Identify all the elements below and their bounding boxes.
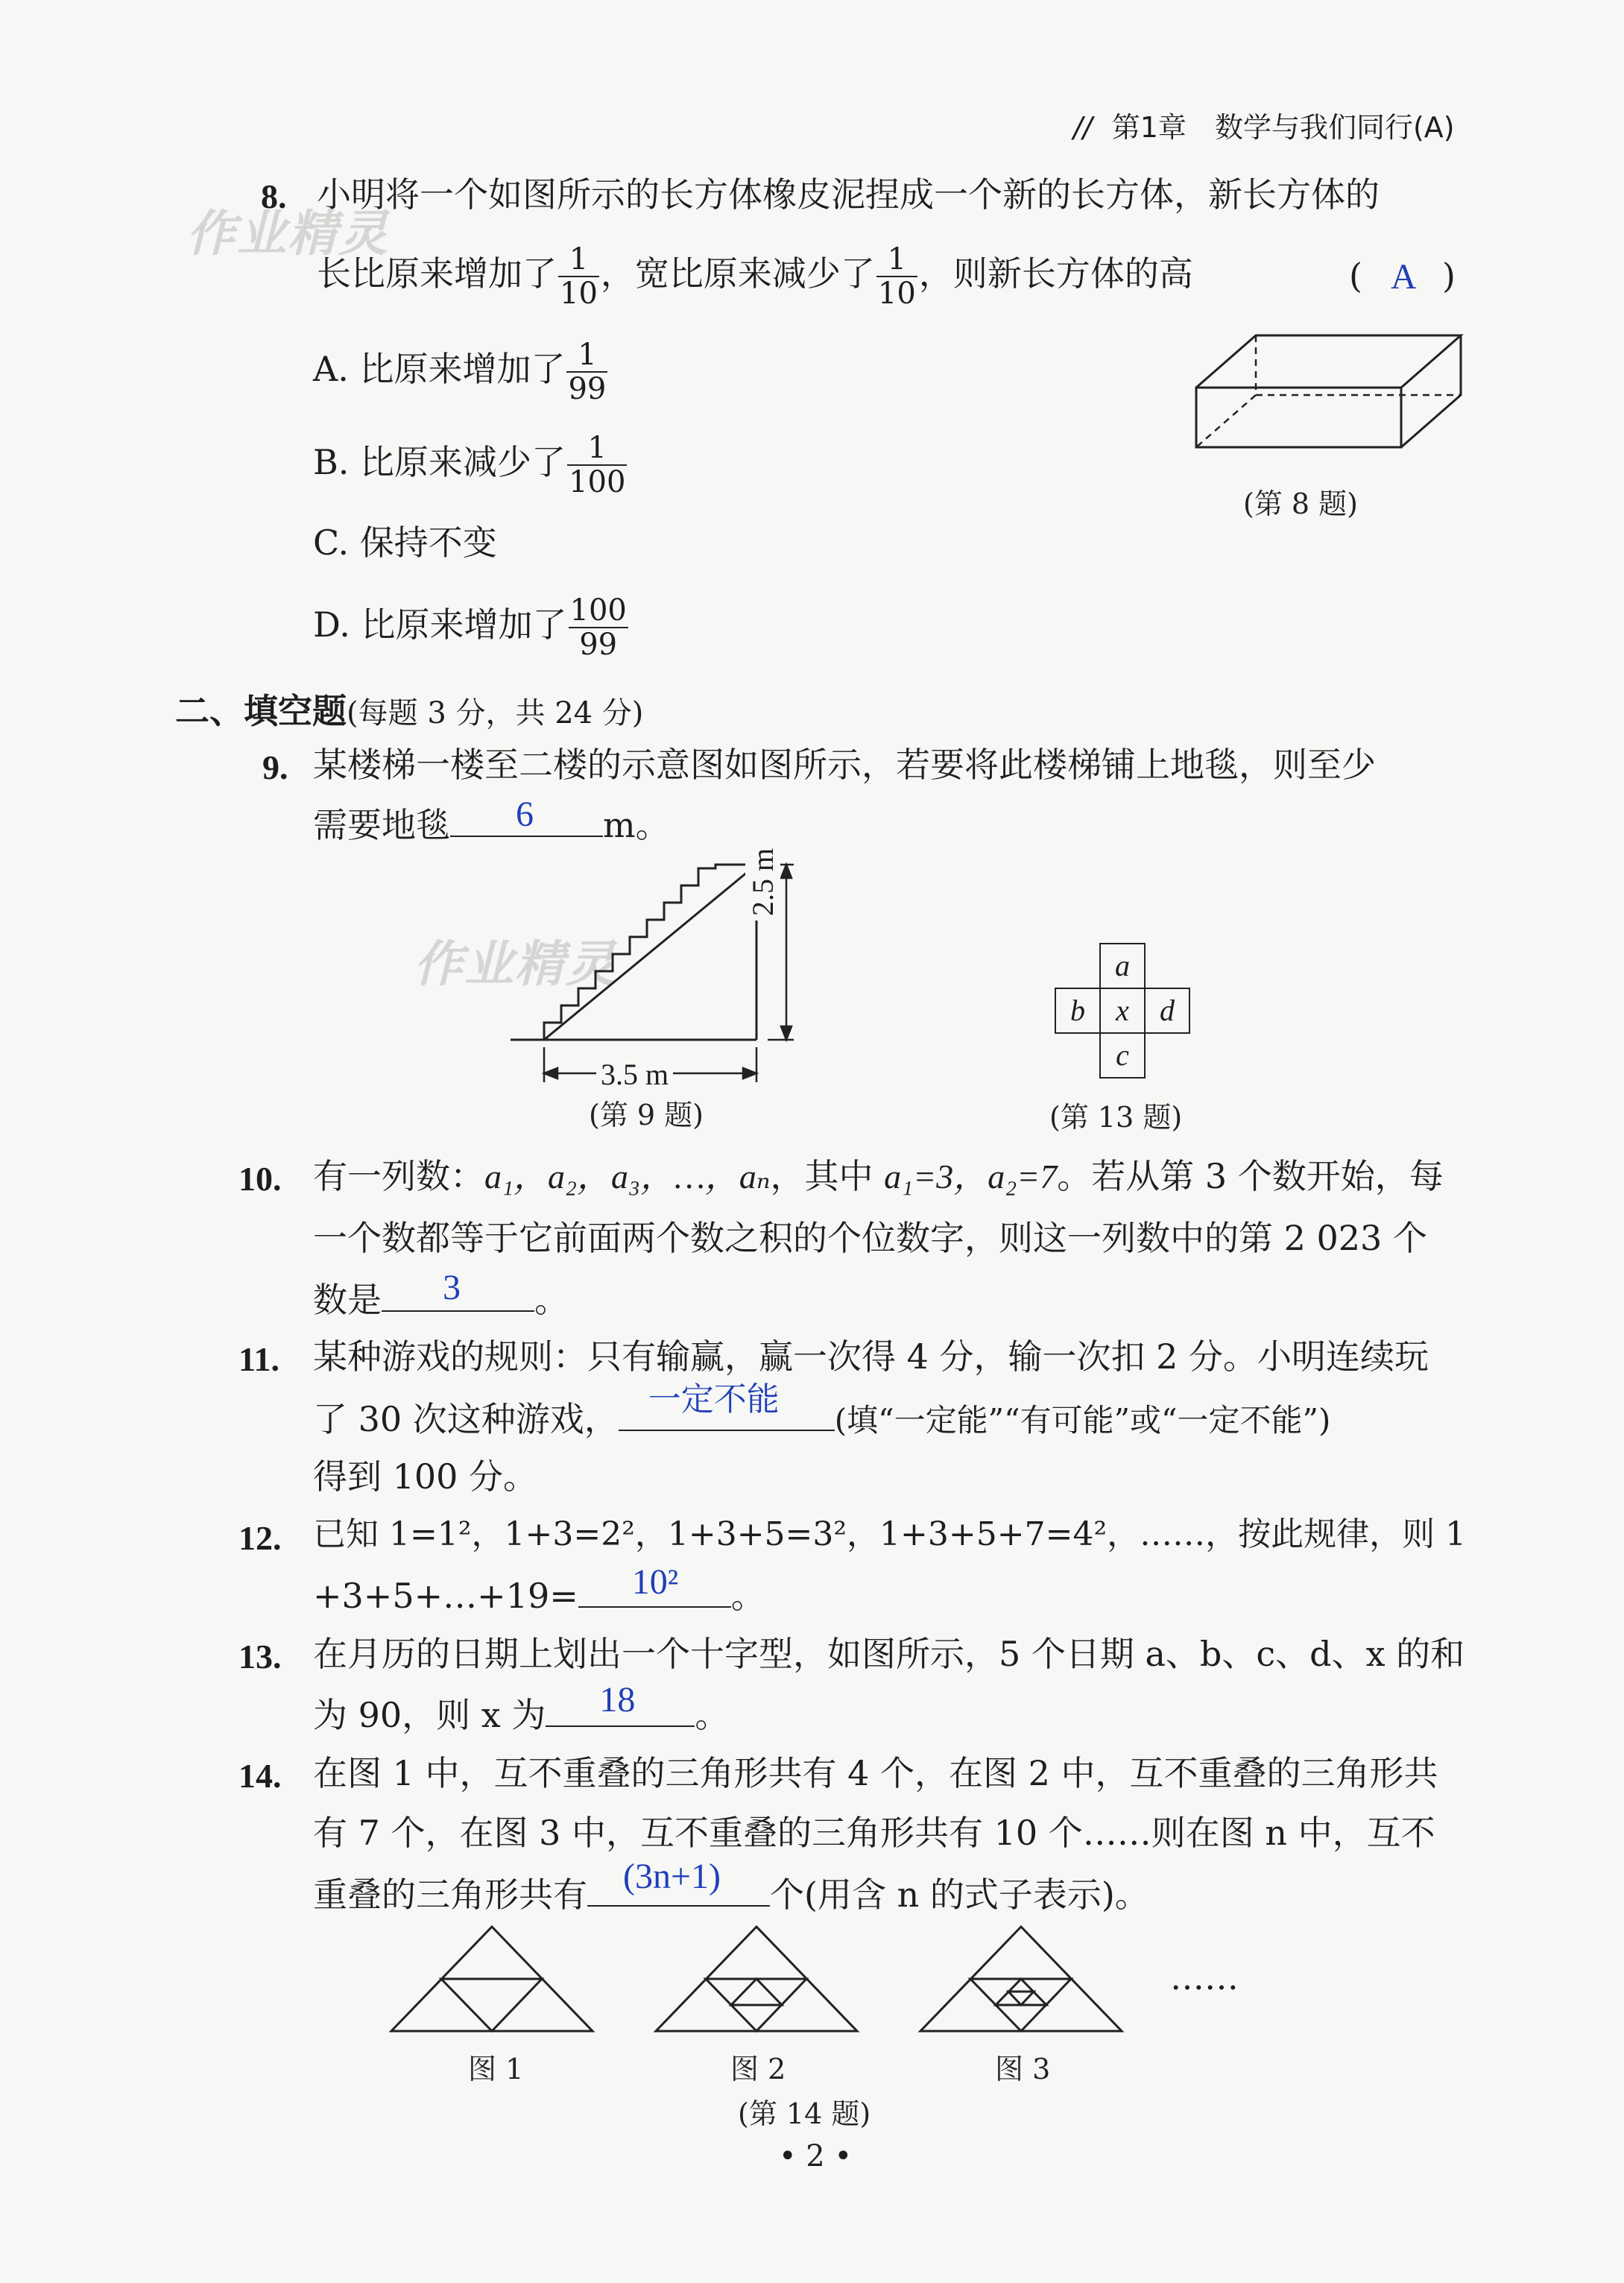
answer: 一定不能: [648, 1380, 780, 1418]
question-text: 某楼梯一楼至二楼的示意图如图所示，若要将此楼梯铺上地毯，则至少: [313, 745, 1376, 785]
question-number: 14.: [238, 1757, 282, 1795]
option-c: C. 保持不变: [313, 522, 497, 563]
height-label: 2.5 m: [745, 844, 780, 921]
question-number: 10.: [238, 1160, 282, 1198]
answer-blank: [587, 1857, 770, 1907]
figure-label: 图 3: [995, 2053, 1051, 2085]
question-text: 需要地毯 6 m。: [313, 795, 670, 845]
triangle-figure-2: [648, 1919, 865, 2039]
figure-caption: (第 9 题): [589, 1099, 704, 1131]
running-header: [1073, 104, 1455, 145]
figure-caption: (第 13 题): [1049, 1101, 1183, 1134]
answer-blank: [546, 1680, 695, 1727]
calendar-cross-figure: [1055, 943, 1189, 1077]
question-text-part: 长比原来增加了: [317, 253, 557, 294]
cuboid-figure: [1185, 320, 1476, 462]
question-text: 数是 3 。: [313, 1268, 569, 1320]
question-number: 9.: [262, 748, 288, 786]
question-text: [317, 240, 1193, 309]
option-d: D. 比原来增加了 $\frac{100}{99}$: [313, 593, 627, 662]
watermark: 作业精灵: [414, 935, 616, 993]
question-number: 11.: [238, 1340, 279, 1378]
question-text-part: ，则新长方体的高: [918, 253, 1193, 294]
option-b: B. 比原来减少了 $\frac{1}{100}$: [313, 431, 626, 499]
header-mark: //: [1073, 111, 1093, 144]
option-a: A. 比原来增加了 $\frac{1}{99}$: [313, 338, 607, 406]
question-text: +3+5+…+19= 10² 。: [313, 1562, 765, 1616]
question-text: 已知 1=1²，1+3=2²，1+3+5=3²，1+3+5+7=4²，……，按此规律，则 1: [313, 1515, 1467, 1553]
section-title: 二、填空题(每题 3 分，共 24 分): [175, 691, 644, 731]
question-text: 一个数都等于它前面两个数之积的个位数字，则这一列数中的第 2 023 个: [313, 1218, 1427, 1258]
width-label: 3.5 m: [596, 1057, 673, 1092]
figure-label: 图 2: [730, 2053, 786, 2085]
header-chapter: 第1章: [1111, 111, 1187, 144]
header-title: 数学与我们同行(A): [1214, 111, 1455, 144]
question-number: 8.: [261, 177, 287, 215]
figure-caption: (第 14 题): [738, 2097, 871, 2130]
question-text: 在图 1 中，互不重叠的三角形共有 4 个，在图 2 中，互不重叠的三角形共: [313, 1753, 1438, 1793]
question-number: 13.: [238, 1638, 282, 1676]
figure-label: 图 1: [468, 2053, 524, 2085]
question-text-part: ，宽比原来减少了: [600, 253, 875, 294]
answer-paren-close: ): [1442, 256, 1456, 296]
fraction: $\frac{1}{10}$: [877, 242, 916, 311]
answer: (3n+1): [623, 1857, 721, 1896]
answer-blank: [578, 1562, 731, 1608]
question-text: 得到 100 分。: [313, 1456, 538, 1497]
answer: 3: [443, 1268, 461, 1307]
question-number: 12.: [238, 1519, 282, 1557]
cell-b: b: [1055, 988, 1101, 1034]
question-text: 重叠的三角形共有 (3n+1) 个(用含 n 的式子表示)。: [313, 1857, 1149, 1915]
question-text: 有一列数：a₁，a₂，a₃，…，aₙ，其中 a₁=3，a₂=7。若从第 3 个数开始，每: [313, 1156, 1444, 1196]
answer: 10²: [631, 1562, 679, 1602]
question-text: 在月历的日期上划出一个十字型，如图所示，5 个日期 a、b、c、d、x 的和: [313, 1634, 1465, 1674]
watermark: 作业精灵: [186, 205, 389, 262]
triangle-figure-1: [384, 1919, 600, 2039]
fraction: $\frac{1}{10}$: [560, 242, 598, 311]
fraction: $\frac{100}{99}$: [569, 593, 627, 662]
ellipsis: ……: [1170, 1957, 1239, 1998]
answer: 18: [599, 1680, 636, 1720]
page-number: • 2 •: [779, 2139, 853, 2173]
question-text: 某种游戏的规则：只有输赢，赢一次得 4 分，输一次扣 2 分。小明连续玩: [313, 1336, 1429, 1377]
cell-d: d: [1144, 988, 1190, 1034]
answer-blank: [450, 795, 603, 837]
answer: A: [1391, 257, 1417, 297]
question-text: 小明将一个如图所示的长方体橡皮泥捏成一个新的长方体，新长方体的: [317, 174, 1380, 215]
answer-paren-open: (: [1349, 256, 1362, 296]
answer-blank: [619, 1380, 835, 1431]
triangle-figure-3: [913, 1919, 1129, 2039]
fraction: $\frac{1}{100}$: [569, 431, 626, 499]
cell-x: x: [1099, 988, 1146, 1034]
question-text: 了 30 次这种游戏， 一定不能 (填“一定能”“有可能”或“一定不能”): [313, 1380, 1331, 1439]
fraction: $\frac{1}{99}$: [568, 338, 607, 406]
answer: 6: [516, 795, 534, 834]
question-text: 有 7 个，在图 3 中，互不重叠的三角形共有 10 个……则在图 n 中，互不: [313, 1813, 1435, 1853]
question-text: 为 90，则 x 为 18 。: [313, 1680, 730, 1735]
cell-c: c: [1099, 1032, 1146, 1079]
figure-caption: (第 8 题): [1243, 487, 1358, 520]
cell-a: a: [1099, 943, 1146, 989]
